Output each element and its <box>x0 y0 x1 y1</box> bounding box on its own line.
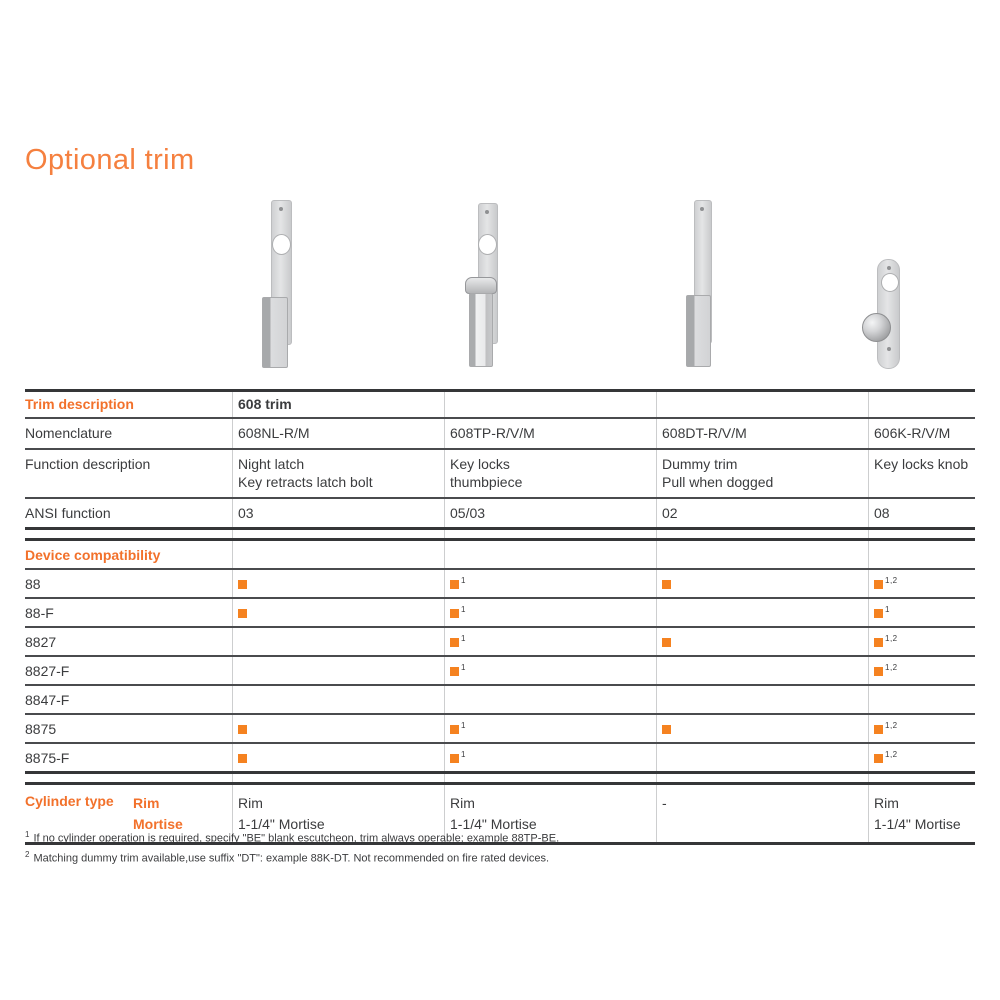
device-label: 88-F <box>25 604 54 621</box>
cylinder-hole <box>272 234 291 255</box>
compat-cell <box>868 749 975 767</box>
function-line: Pull when dogged <box>662 474 774 491</box>
device-label: 8827 <box>25 633 57 650</box>
compat-square-icon <box>662 725 671 734</box>
device-compatibility-section <box>25 538 975 774</box>
cylinder-hole <box>478 234 497 255</box>
compat-cell <box>444 604 656 622</box>
footnote-1-marker: 1 <box>25 830 30 839</box>
device-label: 8875-F <box>25 749 70 766</box>
nomenclature-value: 608NL-R/M <box>238 425 310 442</box>
ansi-function-row <box>25 497 975 527</box>
footnote-ref: 1,2 <box>885 749 898 759</box>
trim-spec-table <box>25 389 975 845</box>
trim-description-value: 608 trim <box>238 396 292 413</box>
compat-square-icon <box>450 754 459 763</box>
device-compatibility-header-row <box>25 541 975 568</box>
cylinder-type-row <box>25 785 975 842</box>
compat-row-8875f <box>25 742 975 771</box>
pull-grip <box>262 297 288 368</box>
compat-cell <box>232 662 444 680</box>
trim-plate <box>271 200 292 345</box>
compat-cell <box>232 691 444 709</box>
compat-square-icon <box>450 667 459 676</box>
compat-square-icon <box>238 754 247 763</box>
function-description-row <box>25 448 975 497</box>
compat-cell <box>232 633 444 651</box>
ansi-value: 02 <box>662 505 678 522</box>
compat-cell <box>232 575 444 593</box>
footnote-2 <box>25 847 945 867</box>
compat-square-icon <box>238 580 247 589</box>
cylinder-line: 1-1/4" Mortise <box>450 815 537 832</box>
compat-cell <box>868 604 975 622</box>
knob-icon <box>862 313 891 342</box>
ansi-function-label: ANSI function <box>25 505 111 522</box>
compat-square-icon <box>450 725 459 734</box>
compat-cell <box>444 575 656 593</box>
cylinder-line: Rim <box>874 794 899 811</box>
footnote-2-text: Matching dummy trim available,use suffix "DT": example 88K-DT. Not recommended on fire rated devices. <box>33 852 550 865</box>
compat-square-icon <box>662 580 671 589</box>
cylinder-line <box>662 813 868 834</box>
screw-hole-icon <box>887 347 891 351</box>
compat-square-icon <box>874 609 883 618</box>
section-gap <box>25 530 975 538</box>
device-label: 8847-F <box>25 691 70 708</box>
cylinder-type-section <box>25 782 975 845</box>
cylinder-sub-label-mortise: Mortise <box>133 815 183 832</box>
compat-row-8847f <box>25 684 975 713</box>
trim-plate <box>478 203 498 344</box>
cylinder-line: 1-1/4" Mortise <box>874 815 961 832</box>
function-line: Key locks knob <box>874 456 969 472</box>
cylinder-line: - <box>662 794 667 811</box>
compat-cell <box>868 633 975 651</box>
cylinder-value <box>232 792 444 834</box>
ansi-value: 05/03 <box>450 505 486 522</box>
cylinder-line: Rim <box>238 794 263 811</box>
nomenclature-value: 606K-R/V/M <box>874 425 951 442</box>
compat-square-icon <box>450 638 459 647</box>
compat-cell <box>656 662 868 680</box>
compat-cell <box>444 662 656 680</box>
trim-description-row <box>25 392 975 417</box>
compat-cell <box>656 720 868 738</box>
compat-cell <box>656 575 868 593</box>
device-compatibility-header: Device compatibility <box>25 546 161 563</box>
trim-plate <box>694 200 712 344</box>
function-line: Dummy trim <box>662 456 738 472</box>
screw-hole-icon <box>887 266 891 270</box>
function-value <box>232 455 444 491</box>
compat-cell <box>444 720 656 738</box>
compat-square-icon <box>874 754 883 763</box>
compat-row-8827 <box>25 626 975 655</box>
trim-plate <box>877 259 900 369</box>
function-description-label: Function description <box>25 456 151 472</box>
compat-cell <box>656 604 868 622</box>
cylinder-line: Rim <box>450 794 475 811</box>
pull-grip <box>686 295 711 367</box>
compat-square-icon <box>238 725 247 734</box>
compat-cell <box>232 604 444 622</box>
compat-square-icon <box>450 580 459 589</box>
compat-square-icon <box>662 638 671 647</box>
screw-hole-icon <box>279 207 283 211</box>
function-value <box>868 455 975 473</box>
compat-row-88f <box>25 597 975 626</box>
cylinder-type-label-cell <box>25 792 232 834</box>
page-title: Optional trim <box>25 144 195 176</box>
ansi-value: 08 <box>874 505 890 522</box>
cylinder-sub-label-rim: Rim <box>133 794 160 811</box>
cylinder-hole <box>881 273 899 292</box>
compat-square-icon <box>874 667 883 676</box>
function-line: Key locks <box>450 456 510 472</box>
compat-square-icon <box>450 609 459 618</box>
compat-row-8875 <box>25 713 975 742</box>
compat-row-88 <box>25 568 975 597</box>
compat-cell <box>656 633 868 651</box>
compat-cell <box>868 575 975 593</box>
ansi-value: 03 <box>238 505 254 522</box>
spec-section <box>25 389 975 530</box>
footnote-ref: 1 <box>461 633 466 643</box>
footnote-ref: 1,2 <box>885 633 898 643</box>
function-line: Night latch <box>238 456 305 472</box>
trim-description-label: Trim description <box>25 396 134 413</box>
screw-hole-icon <box>485 210 489 214</box>
screw-hole-icon <box>700 207 704 211</box>
cylinder-type-label: Cylinder type <box>25 793 114 810</box>
footnote-ref: 1 <box>461 604 466 614</box>
footnote-ref: 1,2 <box>885 662 898 672</box>
section-gap <box>25 774 975 782</box>
function-line: Key retracts latch bolt <box>238 474 373 491</box>
function-value <box>444 455 656 491</box>
compat-cell <box>656 749 868 767</box>
nomenclature-label: Nomenclature <box>25 425 113 442</box>
compat-square-icon <box>874 725 883 734</box>
pull-grip <box>469 293 493 367</box>
compat-cell <box>868 720 975 738</box>
compat-cell <box>656 691 868 709</box>
footnote-2-marker: 2 <box>25 849 30 859</box>
compat-cell <box>868 662 975 680</box>
footnote-ref: 1 <box>461 749 466 759</box>
compat-cell <box>232 720 444 738</box>
footnote-ref: 1 <box>461 662 466 672</box>
footnote-ref: 1 <box>461 575 466 585</box>
compat-cell <box>444 749 656 767</box>
cylinder-sub-labels <box>133 792 183 834</box>
compat-cell <box>444 691 656 709</box>
function-line: thumbpiece <box>450 474 523 491</box>
cylinder-line: 1-1/4" Mortise <box>238 815 325 832</box>
footnote-ref: 1,2 <box>885 575 898 585</box>
cylinder-value <box>656 792 868 834</box>
compat-cell <box>868 691 975 709</box>
cylinder-value <box>444 792 656 834</box>
compat-square-icon <box>874 638 883 647</box>
compat-square-icon <box>238 609 247 618</box>
function-value <box>656 455 868 491</box>
footnote-ref: 1 <box>461 720 466 730</box>
nomenclature-value: 608TP-R/V/M <box>450 425 535 442</box>
footnote-ref: 1,2 <box>885 720 898 730</box>
device-label: 8827-F <box>25 662 70 679</box>
compat-cell <box>444 633 656 651</box>
compat-square-icon <box>874 580 883 589</box>
footnote-ref: 1 <box>885 604 890 614</box>
device-label: 88 <box>25 575 41 592</box>
nomenclature-value: 608DT-R/V/M <box>662 425 747 442</box>
compat-row-8827f <box>25 655 975 684</box>
thumbpiece-lever <box>465 277 497 294</box>
nomenclature-row <box>25 417 975 448</box>
device-label: 8875 <box>25 720 57 737</box>
cylinder-value <box>868 792 975 834</box>
compat-cell <box>232 749 444 767</box>
footnote-1-text: If no cylinder operation is required, specify "BE" blank escutcheon, trim always operable; example 88TP-BE. <box>33 832 560 845</box>
